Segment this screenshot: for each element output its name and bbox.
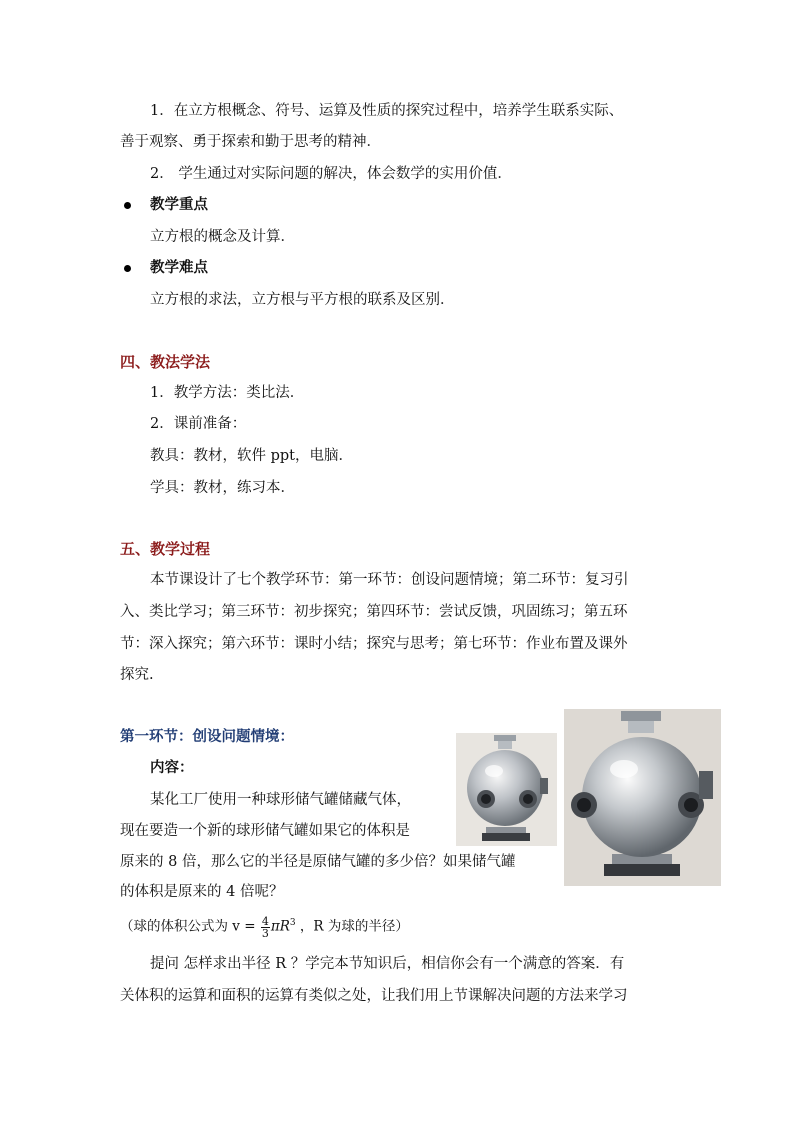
formula-exponent: 3 bbox=[289, 918, 296, 928]
question-line-1: 提问 怎样求出半径 R ？学完本节知识后，相信你会有一个满意的答案．有 bbox=[150, 956, 625, 972]
question-line-2: 关体积的运算和面积的运算有类似之处，让我们用上节课解决问题的方法来学习 bbox=[120, 988, 628, 1004]
goal-item-1-line-2: 善于观察、勇于探索和勤于思考的精神． bbox=[120, 134, 381, 150]
key-point-text: 立方根的概念及计算． bbox=[150, 229, 295, 245]
section-5-line-2: 入、类比学习；第三环节：初步探究；第四环节：尝试反馈，巩固练习；第五环 bbox=[120, 604, 628, 620]
bullet-icon bbox=[124, 265, 131, 272]
formula-denominator: 3 bbox=[261, 926, 269, 940]
bullet-icon bbox=[124, 202, 131, 209]
goal-item-1-line-1: 1．在立方根概念、符号、运算及性质的探究过程中，培养学生联系实际、 bbox=[150, 103, 624, 119]
difficulty-text: 立方根的求法，立方根与平方根的联系及区别． bbox=[150, 292, 455, 308]
section-4-tools-student: 学具：教材，练习本． bbox=[150, 480, 295, 496]
small-gas-tank-photo bbox=[456, 733, 557, 846]
step-1-paragraph-3: 原来的 8 倍，那么它的半径是原储气罐的多少倍？如果储气罐 bbox=[120, 854, 516, 870]
goal-item-2: 2． 学生通过对实际问题的解决，体会数学的实用价值． bbox=[150, 166, 512, 182]
formula-suffix: ，R 为球的半径） bbox=[299, 918, 409, 935]
section-5-line-3: 节：深入探究；第六环节：课时小结；探究与思考；第七环节：作业布置及课外 bbox=[120, 636, 628, 652]
section-4-tools-teacher: 教具：教材，软件 ppt，电脑． bbox=[150, 448, 353, 464]
formula-pi-r: πR bbox=[270, 918, 290, 935]
section-4-item-1: 1．教学方法：类比法． bbox=[150, 385, 305, 401]
step-1-content-label: 内容： bbox=[150, 759, 194, 776]
section-5-title: 五、教学过程 bbox=[120, 540, 211, 558]
formula-numerator: 4 bbox=[261, 914, 269, 928]
step-1-paragraph-4: 的体积是原来的 4 倍呢？ bbox=[120, 884, 284, 900]
small-gas-tank-image bbox=[456, 733, 557, 846]
formula-prefix: （球的体积公式为 v = bbox=[120, 918, 256, 935]
section-4-title: 四、教法学法 bbox=[120, 353, 211, 371]
large-gas-tank-photo bbox=[564, 709, 721, 886]
formula-fraction bbox=[261, 916, 270, 939]
step-1-paragraph-1: 某化工厂使用一种球形储气罐储藏气体， bbox=[150, 792, 411, 808]
difficulty-title: 教学难点 bbox=[150, 259, 208, 276]
section-5-line-1: 本节课设计了七个教学环节：第一环节：创设问题情境；第二环节：复习引 bbox=[150, 572, 629, 588]
sphere-volume-formula bbox=[120, 913, 409, 939]
section-5-line-4: 探究. bbox=[120, 667, 154, 683]
section-4-item-2: 2．课前准备： bbox=[150, 416, 247, 432]
step-1-title: 第一环节：创设问题情境： bbox=[120, 728, 294, 745]
large-gas-tank-image bbox=[564, 709, 721, 886]
key-point-title: 教学重点 bbox=[150, 196, 208, 213]
step-1-paragraph-2: 现在要造一个新的球形储气罐如果它的体积是 bbox=[120, 823, 410, 839]
